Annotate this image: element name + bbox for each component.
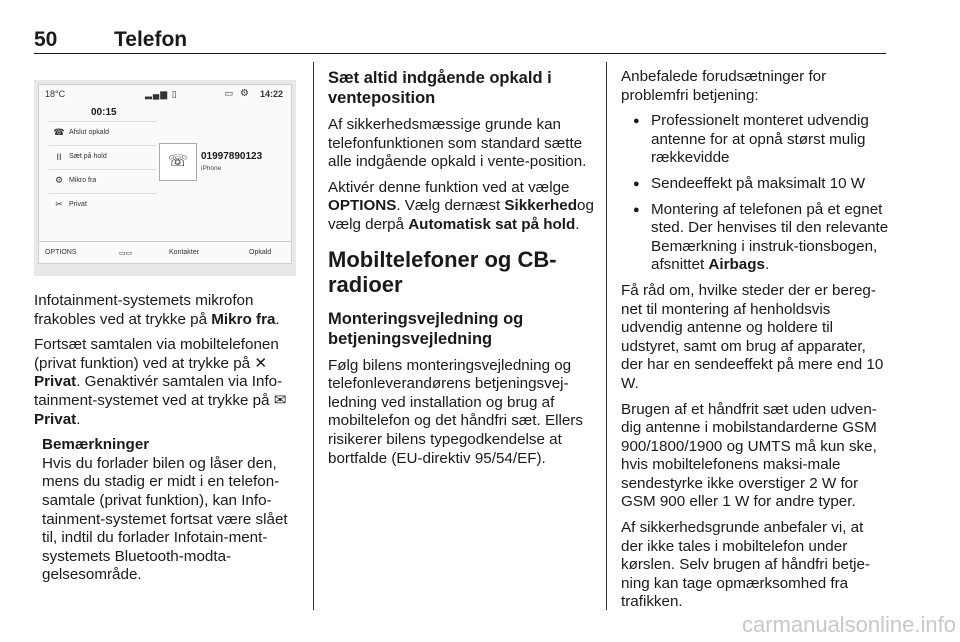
private-row xyxy=(49,193,157,215)
row-label: Afslut opkald xyxy=(69,129,110,136)
chapter-heading: Mobiltelefoner og CB-radioer xyxy=(328,246,557,297)
paragraph: Af sikkerhedsmæssige grunde kan telefonfunktionen som standard sætte alle indgående opkald i vente-position. xyxy=(328,116,587,171)
bold-term: Privat xyxy=(34,410,77,428)
bold-term: Airbags xyxy=(708,256,765,274)
text: Fortsæt samtalen via mobiltelefonen (privat funktion) ved at trykke på xyxy=(34,336,279,372)
paragraph: Anbefalede forudsætninger for problemfri betjening: xyxy=(621,68,827,104)
list-item: ● Sendeeffekt på maksimalt 10 W xyxy=(621,175,889,194)
section-heading: Sæt altid indgående opkald i venteposition xyxy=(328,69,552,107)
bold-term: OPTIONS xyxy=(328,197,397,215)
bullet-list xyxy=(621,112,889,275)
text: Montering af telefonen på et egnet sted. Der henvises til den relevante Bemærkning i instruk-tionsbogen, afsnittet xyxy=(651,200,889,274)
paragraph xyxy=(328,179,596,235)
mic-off-icon: ⚙ xyxy=(54,175,64,185)
column-3 xyxy=(621,68,889,619)
paragraph: Følg bilens monteringsvejledning og telefonleverandørens betjeningsvej-ledning ved installation og brug af mobiltelefon og det håndfri sæt. Ellers risikerer bilens typegodkendelse at bortfalde (EU-direktiv 95/54/EF). xyxy=(328,356,583,467)
gear-icon: ⚙ xyxy=(240,88,249,99)
private-icon: ✕ xyxy=(254,354,268,372)
text: Infotainment-systemets mikrofon frakobles ved at trykke på xyxy=(34,292,254,328)
calls-label: Opkald xyxy=(249,249,272,256)
bold-term: Privat xyxy=(34,373,77,391)
text: . xyxy=(764,256,770,274)
bold-term: Automatisk sat på hold xyxy=(408,215,576,233)
paragraph: Af sikkerhedsgrunde anbefaler vi, at der ikke tales i mobiltelefon under kørslen. Selv brugen af håndfri betje-ning kan tage opmærksomhed fra trafikken. xyxy=(621,519,871,611)
page-title: Telefon xyxy=(114,28,188,51)
bold-term: Sikkerhed xyxy=(504,197,578,215)
paragraph xyxy=(34,336,296,429)
call-timer: 00:15 xyxy=(91,107,117,118)
pause-icon: II xyxy=(56,151,62,162)
paragraph: Få råd om, hvilke steder der er bereg-net til montering af henholdsvis udvendig antenne og holdere til udstyret, samt om brug af apparater, der har en sendeeffekt på mere end 10 W. xyxy=(621,281,884,392)
phone-call-icon: ☏ xyxy=(159,143,197,181)
text: . Vælg dernæst xyxy=(396,197,505,215)
screen-bottom-bar xyxy=(39,241,291,263)
text: . xyxy=(575,215,580,233)
text: . Genaktivér samtalen via Info-tainment-systemet ved at trykke på xyxy=(34,373,283,409)
message-icon: ▭ xyxy=(224,88,233,98)
list-item xyxy=(621,201,889,275)
text: Aktivér denne funktion ved at vælge xyxy=(328,178,570,196)
list-item: ● Professionelt monteret udvendig antenne for at opnå størst mulig rækkevidde xyxy=(621,112,889,168)
private-icon: ✂ xyxy=(55,199,63,209)
private-off-icon: ✉ xyxy=(273,391,287,409)
caller-device: iPhone xyxy=(201,165,222,172)
caller-number: 01997890123 xyxy=(201,151,263,162)
bold-term: Mikro fra xyxy=(211,310,276,328)
mute-row xyxy=(49,169,157,191)
note-text: Hvis du forlader bilen og låser den, mens du stadig er midt i en telefon-samtale (privat funktion), kan Info-tainment-systemet fortsat være slået til, indtil du forlader Infotain-ment-systemets Bluetooth-modta-gelsesområde. xyxy=(42,454,288,584)
watermark: carmanualsonline.info xyxy=(741,612,956,637)
page-header xyxy=(34,28,886,54)
text: . xyxy=(76,410,81,428)
options-label: OPTIONS xyxy=(45,249,77,256)
signal-icon: ▂▄▆ ▯ xyxy=(145,89,178,99)
end-call-row xyxy=(49,121,157,143)
paragraph xyxy=(34,292,296,329)
infotainment-screenshot xyxy=(34,80,296,276)
row-label: Mikro fra xyxy=(69,177,97,184)
page-number: 50 xyxy=(34,28,58,51)
note-title: Bemærkninger xyxy=(42,436,150,454)
contacts-label: Kontakter xyxy=(169,249,199,256)
hold-row xyxy=(49,145,157,167)
column-2 xyxy=(328,68,596,475)
keypad-icon: ▭▭ xyxy=(119,250,133,257)
paragraph: Brugen af et håndfrit sæt uden udven-dig antenne i mobilstandarderne GSM 900/1800/1900 og UMTS må kun ske, hvis mobiltelefonens maksi-male sendestyrke ikke overstiger 2 W for GSM 900 eller 1 W for andre typer. xyxy=(621,400,877,511)
column-divider xyxy=(606,62,607,610)
note-block xyxy=(34,436,296,585)
temperature: 18°C xyxy=(45,89,66,99)
hangup-icon: ☎ xyxy=(53,127,65,137)
row-label: Privat xyxy=(69,201,87,208)
text: . xyxy=(275,310,280,328)
section-heading: Monteringsvejledning og betjeningsvejledning xyxy=(328,309,524,348)
clock: 14:22 xyxy=(259,89,283,99)
column-1 xyxy=(34,292,296,585)
status-bar xyxy=(39,85,291,103)
column-divider xyxy=(313,62,314,610)
row-label: Sæt på hold xyxy=(69,153,107,160)
text: og vælg derpå xyxy=(328,197,594,233)
